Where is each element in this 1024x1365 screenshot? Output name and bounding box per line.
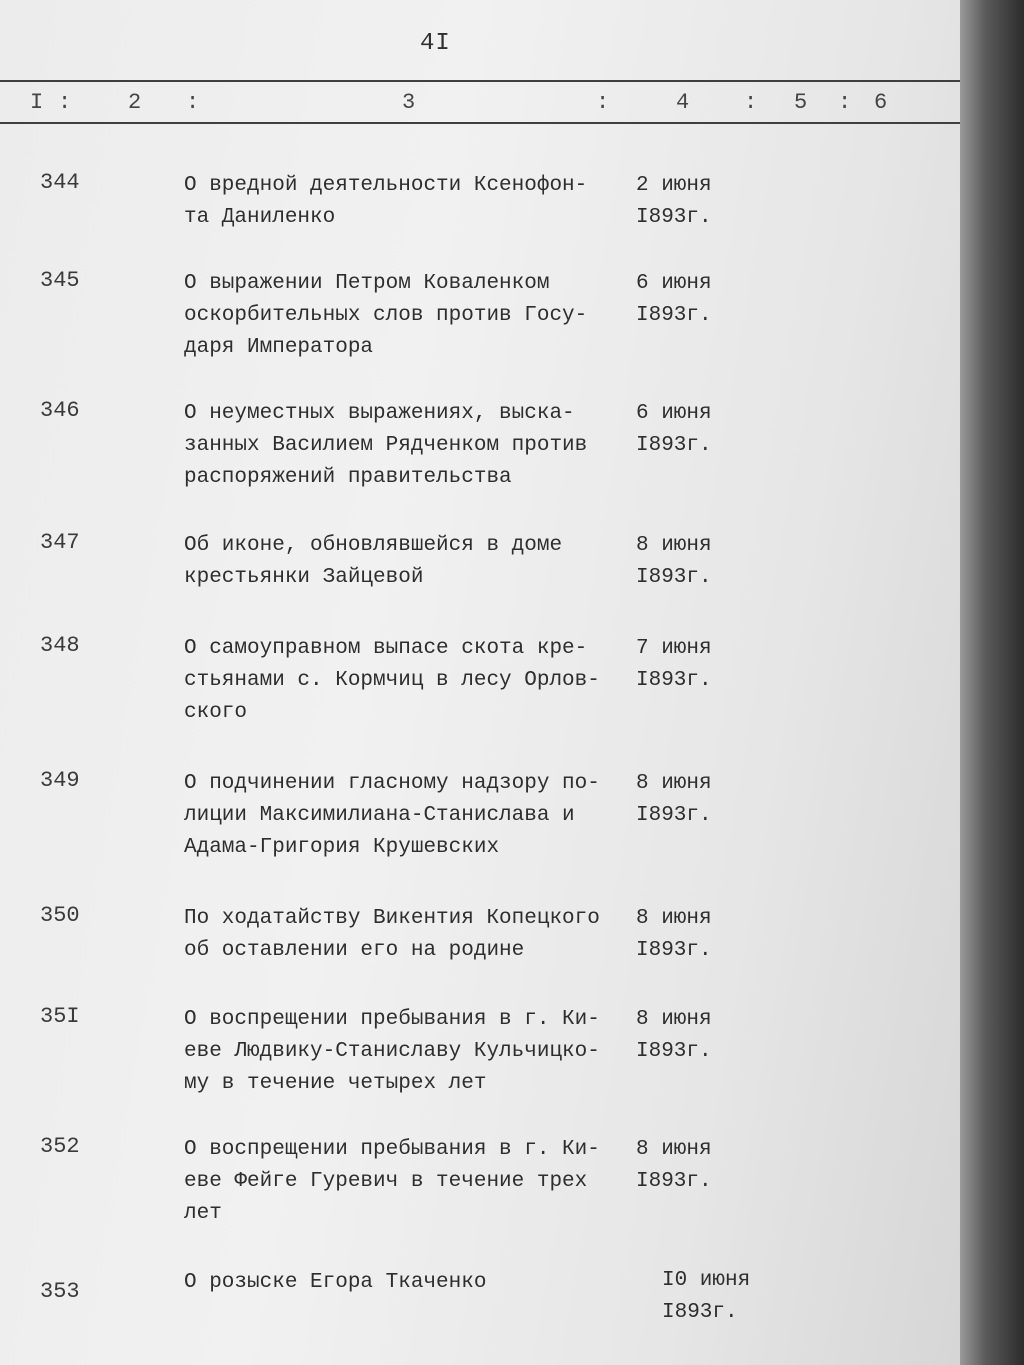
entry-date: I0 июня I893г.	[662, 1269, 751, 1324]
entry-description: По ходатайству Викентия Копецкого об оставлении его на родине	[184, 907, 600, 962]
entry-date: 8 июня I893г.	[636, 772, 712, 827]
entry-date: 8 июня I893г.	[636, 1008, 712, 1063]
column-separator: :	[186, 90, 200, 115]
entry-number: 35I	[40, 1004, 80, 1029]
entry-date: 6 июня I893г.	[636, 272, 712, 327]
entry-number: 347	[40, 530, 80, 555]
entry-description: О воспрещении пребывания в г. Ки- еве Людвику-Станиславу Кульчицко- му в течение четырех лет	[184, 1008, 600, 1095]
header-rule-bottom	[0, 122, 960, 124]
entry-date: 2 июня I893г.	[636, 174, 712, 229]
entry-date: 6 июня I893г.	[636, 402, 712, 457]
entry-date: 8 июня I893г.	[636, 1138, 712, 1193]
page-edge-shadow	[960, 0, 1024, 1365]
entry-number: 350	[40, 903, 80, 928]
entry-number: 346	[40, 398, 80, 423]
column-header-1: I	[30, 90, 44, 115]
entry-description: О выражении Петром Коваленком оскорбительных слов против Госу- даря Императора	[184, 272, 588, 359]
entry-description: О подчинении гласному надзору по- лиции Максимилиана-Станислава и Адама-Григория Крушевских	[184, 772, 600, 859]
entry-description: О неуместных выражениях, выска- занных Василием Рядченком против распоряжений правительства	[184, 402, 588, 489]
entry-description: О воспрещении пребывания в г. Ки- еве Фейге Гуревич в течение трех лет	[184, 1138, 600, 1225]
column-header-4: 4	[676, 90, 690, 115]
column-header-6: 6	[874, 90, 888, 115]
entry-number: 345	[40, 268, 80, 293]
entry-description: О вредной деятельности Ксенофон- та Даниленко	[184, 174, 588, 229]
entry-number: 352	[40, 1134, 80, 1159]
header-rule-top	[0, 80, 960, 82]
entry-date: 8 июня I893г.	[636, 907, 712, 962]
entry-date: 7 июня I893г.	[636, 637, 712, 692]
column-header-3: 3	[402, 90, 416, 115]
entry-number: 353	[40, 1279, 80, 1304]
entry-description: Об иконе, обновлявшейся в доме крестьянки Зайцевой	[184, 534, 563, 589]
entry-date: 8 июня I893г.	[636, 534, 712, 589]
column-separator: :	[596, 90, 610, 115]
column-header-2: 2	[128, 90, 142, 115]
column-separator: :	[58, 90, 72, 115]
page-number: 4I	[420, 30, 451, 57]
entry-description: О самоуправном выпасе скота кре- стьянами с. Кормчиц в лесу Орлов- ского	[184, 637, 600, 724]
entry-description: О розыске Егора Ткаченко	[184, 1271, 487, 1294]
entry-number: 349	[40, 768, 80, 793]
column-separator: :	[838, 90, 852, 115]
column-header-5: 5	[794, 90, 808, 115]
entry-number: 348	[40, 633, 80, 658]
column-separator: :	[744, 90, 758, 115]
entry-number: 344	[40, 170, 80, 195]
